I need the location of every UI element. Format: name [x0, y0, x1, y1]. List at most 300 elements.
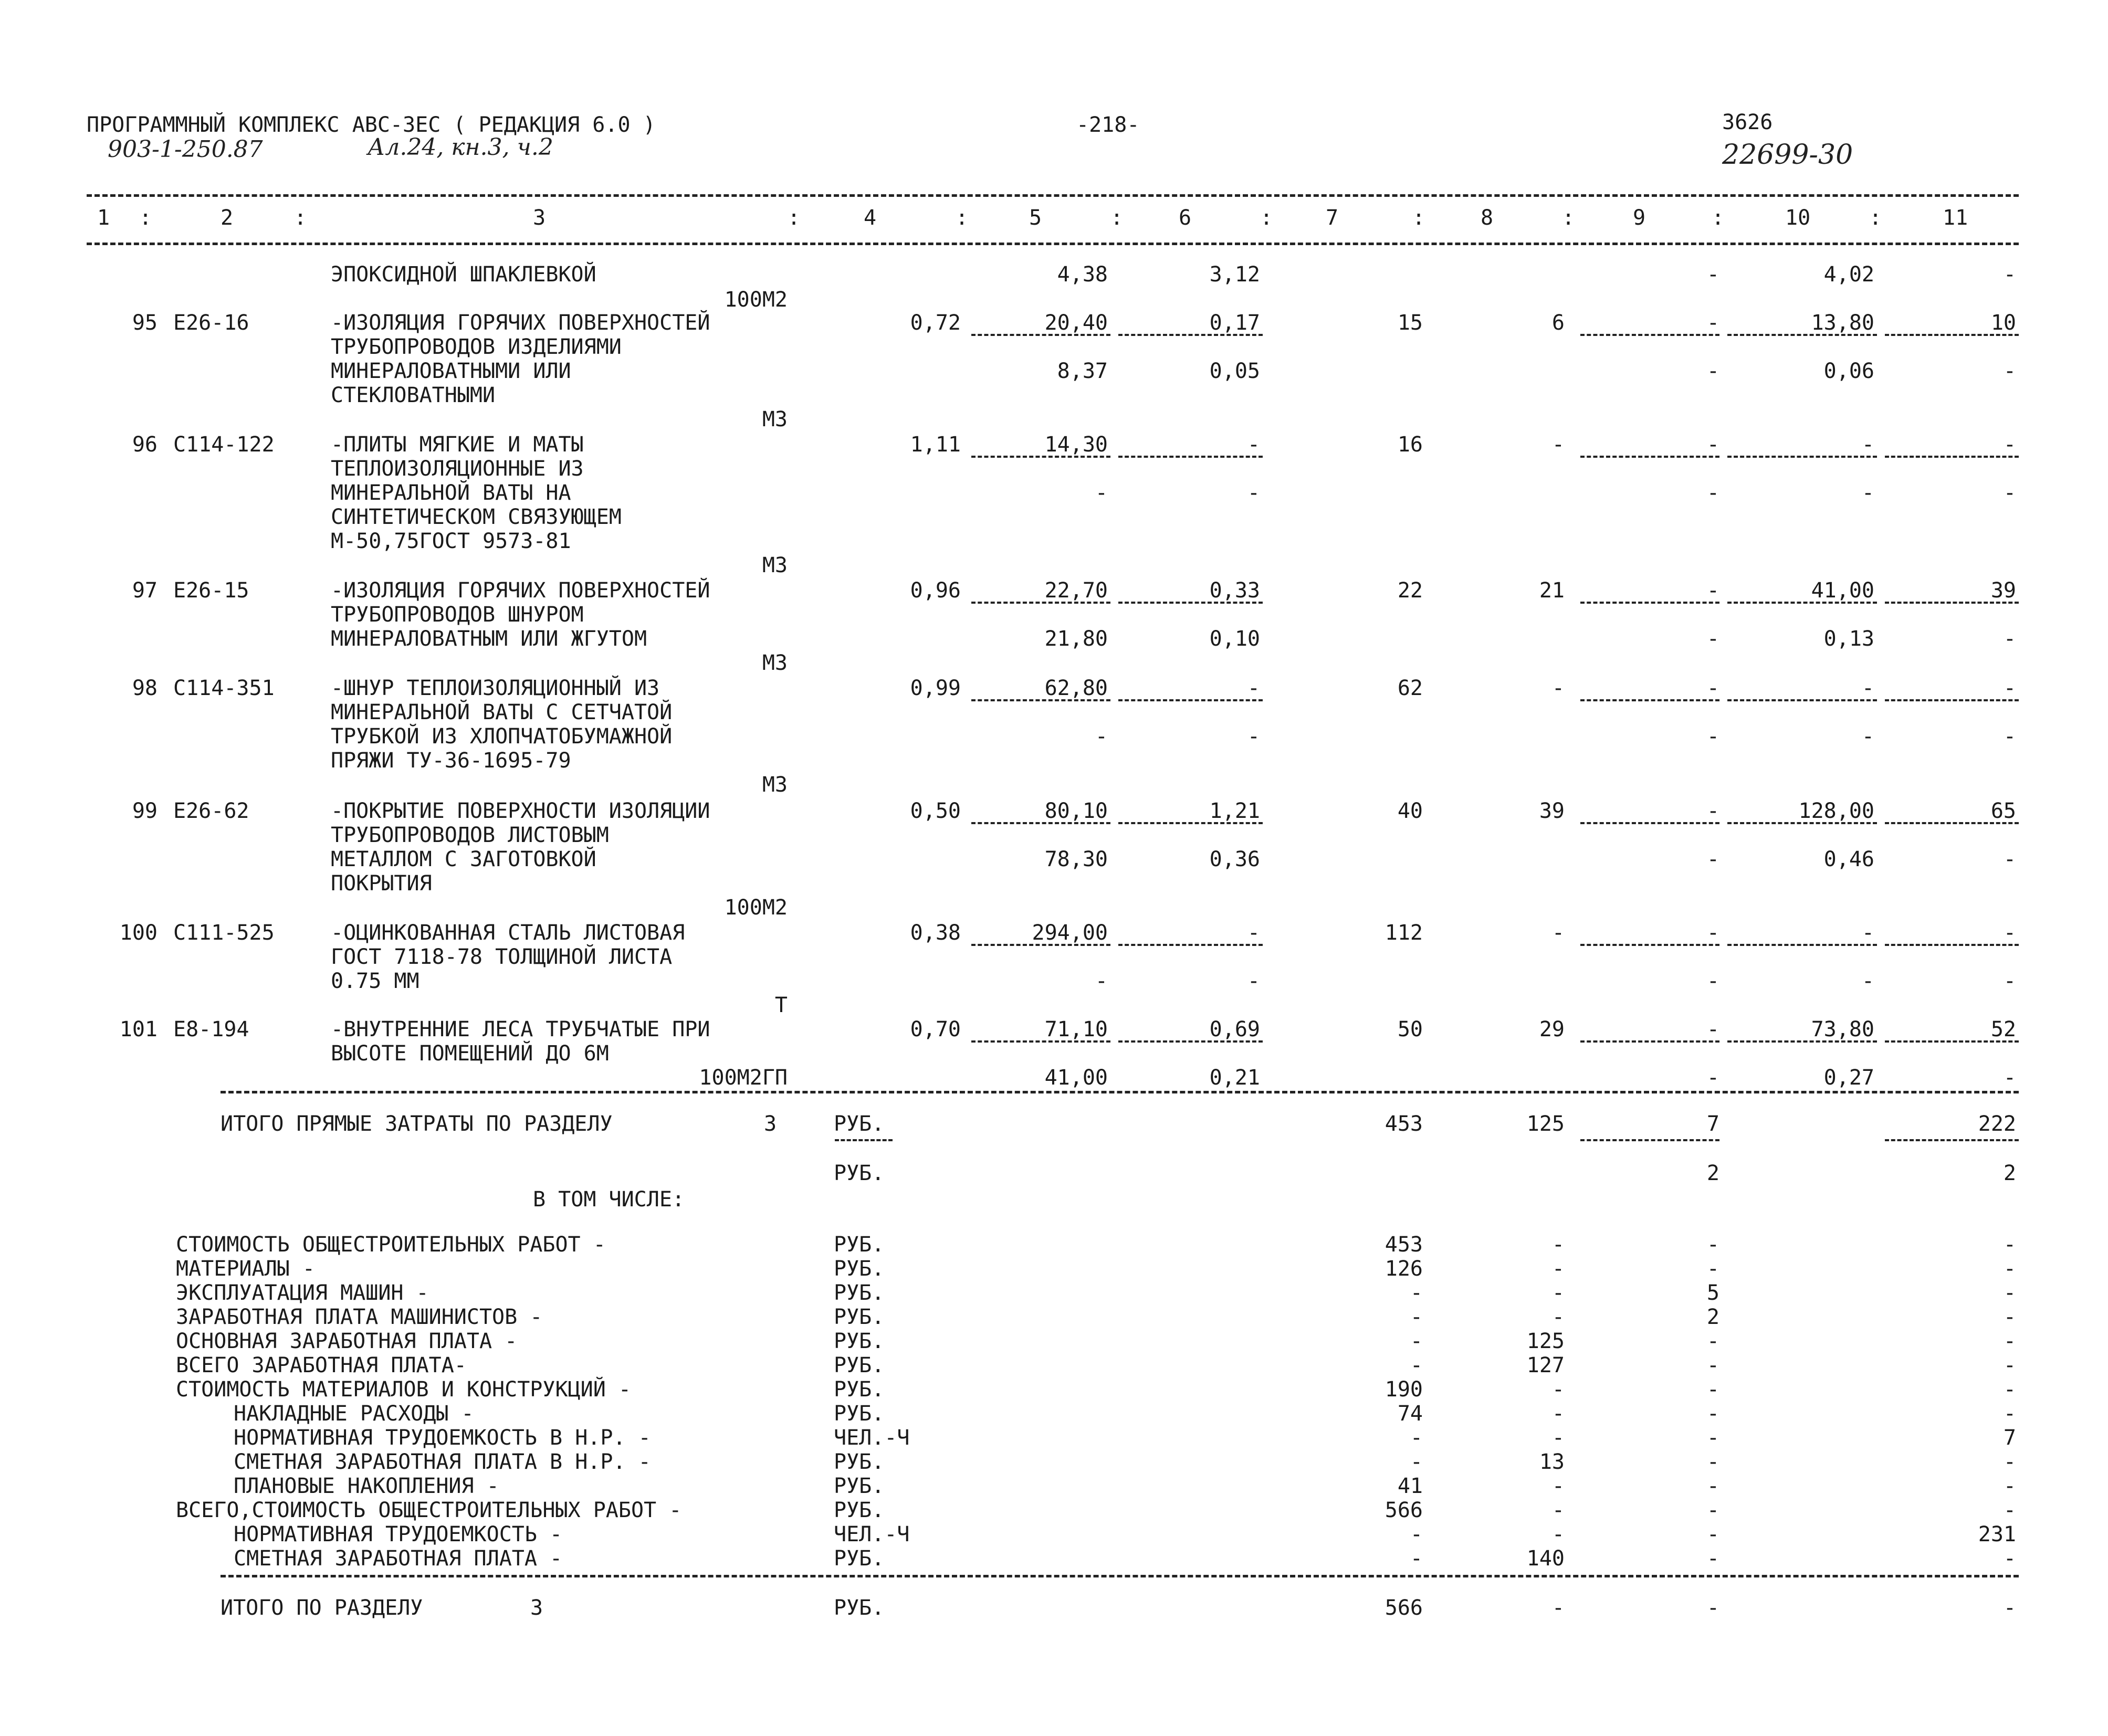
work-description: ТРУБКОЙ ИЗ ХЛОПЧАТОБУМАЖНОЙ — [331, 724, 673, 749]
cell-c6: 0,17 — [1209, 311, 1260, 335]
cell-c6: - — [1247, 969, 1260, 993]
column-header-8: 8 — [1481, 206, 1494, 230]
summary-c9: 2 — [1706, 1305, 1719, 1329]
cell-c8: - — [1551, 921, 1565, 945]
summary-c7: 566 — [1385, 1498, 1423, 1522]
summary-c11: - — [2003, 1305, 2016, 1329]
cell-c10: 0,27 — [1823, 1066, 1874, 1090]
section-total-section: 3 — [530, 1596, 543, 1620]
cell-c9: - — [1706, 578, 1719, 603]
cell-c6: 0,10 — [1209, 627, 1260, 651]
cell-c6: 0,69 — [1209, 1017, 1260, 1041]
work-description: ПОКРЫТИЯ — [331, 871, 432, 896]
cell-c6: 0,33 — [1209, 578, 1260, 603]
cell-divider-rule — [1885, 1040, 2019, 1043]
summary-unit: ЧЕЛ.-Ч — [834, 1426, 910, 1450]
cell-c9: - — [1706, 676, 1719, 700]
summary-label: НАКЛАДНЫЕ РАСХОДЫ - — [234, 1402, 474, 1426]
cell-c10: 13,80 — [1811, 311, 1874, 335]
ref-code: 3626 — [1722, 110, 1773, 134]
cell-c10: 0,13 — [1823, 627, 1874, 651]
work-description: МИНЕРАЛОВАТНЫМИ ИЛИ — [331, 359, 571, 383]
sheet-info: Ал.24, кн.3, ч.2 — [368, 134, 553, 161]
column-header-1: 1 — [97, 206, 110, 230]
subtotal-col9: 7 — [1706, 1112, 1719, 1136]
summary-c8: 13 — [1539, 1450, 1565, 1474]
work-description: ТРУБОПРОВОДОВ ЛИСТОВЫМ — [331, 823, 609, 847]
cell-c5: 78,30 — [1044, 847, 1108, 871]
cell-c6: 0,36 — [1209, 847, 1260, 871]
summary-c8: 127 — [1526, 1353, 1565, 1377]
cell-divider-rule — [1885, 944, 2019, 946]
archive-number: 22699-30 — [1722, 139, 1853, 171]
cell-c9: - — [1706, 481, 1719, 505]
cell-c9: - — [1706, 1017, 1719, 1041]
subtotal-col7: 453 — [1385, 1112, 1423, 1136]
cell-c7: 50 — [1397, 1017, 1423, 1041]
column-separator: : — [956, 206, 969, 230]
cell-divider-rule — [1118, 1040, 1263, 1043]
cell-c10: 0,46 — [1823, 847, 1874, 871]
cell-c10: - — [1861, 481, 1874, 505]
cell-c11: 39 — [1990, 578, 2016, 603]
work-description: -ВНУТРЕННИЕ ЛЕСА ТРУБЧАТЫЕ ПРИ — [331, 1017, 710, 1041]
cell-divider-rule — [1580, 456, 1719, 458]
column-header-5: 5 — [1029, 206, 1042, 230]
summary-c8: - — [1551, 1257, 1565, 1281]
cell-c9: - — [1706, 627, 1719, 651]
work-description: ТРУБОПРОВОДОВ ШНУРОМ — [331, 603, 584, 627]
summary-c7: 126 — [1385, 1257, 1423, 1281]
cell-c11: - — [2003, 847, 2016, 871]
unit-of-measure: М3 — [762, 651, 788, 675]
cell-c7: 112 — [1385, 921, 1423, 945]
cell-c1: 100 — [119, 921, 158, 945]
cell-divider-rule — [971, 944, 1110, 946]
cell-c5: - — [1095, 969, 1108, 993]
summary-c8: 140 — [1526, 1546, 1565, 1571]
cell-divider-rule — [971, 699, 1110, 701]
column-header-6: 6 — [1179, 206, 1192, 230]
cell-c5: 22,70 — [1044, 578, 1108, 603]
cell-divider-rule — [971, 456, 1110, 458]
cell-c2: Е26-16 — [173, 311, 249, 335]
summary-unit: РУБ. — [834, 1377, 885, 1402]
cell-c9: - — [1706, 262, 1719, 287]
cell-divider-rule — [1727, 944, 1877, 946]
summary-c11: - — [2003, 1353, 2016, 1377]
summary-c11: - — [2003, 1233, 2016, 1257]
cell-c11: - — [2003, 627, 2016, 651]
summary-label: ЭКСПЛУАТАЦИЯ МАШИН - — [176, 1281, 429, 1305]
summary-c8: - — [1551, 1402, 1565, 1426]
summary-unit: РУБ. — [834, 1305, 885, 1329]
summary-label: СМЕТНАЯ ЗАРАБОТНАЯ ПЛАТА В Н.Р. - — [234, 1450, 651, 1474]
summary-c7: - — [1410, 1305, 1423, 1329]
cell-c10: 128,00 — [1798, 799, 1874, 823]
header-rule-bottom — [87, 243, 2019, 245]
summary-unit: РУБ. — [834, 1257, 885, 1281]
cell-c1: 101 — [119, 1017, 158, 1041]
cell-c11: - — [2003, 676, 2016, 700]
cell-c4: 0,72 — [910, 311, 961, 335]
cell-c7: 62 — [1397, 676, 1423, 700]
summary-c11: - — [2003, 1377, 2016, 1402]
summary-c7: 41 — [1397, 1474, 1423, 1498]
cell-divider-rule — [971, 334, 1110, 336]
work-description: ГОСТ 7118-78 ТОЛЩИНОЙ ЛИСТА — [331, 945, 673, 969]
cell-c6: - — [1247, 433, 1260, 457]
summary-c9: - — [1706, 1402, 1719, 1426]
summary-unit: РУБ. — [834, 1402, 885, 1426]
summary-c9: - — [1706, 1426, 1719, 1450]
cell-c10: 0,06 — [1823, 359, 1874, 383]
cell-c6: - — [1247, 724, 1260, 749]
cell-divider-rule — [1727, 334, 1877, 336]
summary-c9: - — [1706, 1257, 1719, 1281]
subtotal-label: ИТОГО ПРЯМЫЕ ЗАТРАТЫ ПО РАЗДЕЛУ — [221, 1112, 613, 1136]
cell-divider-rule — [1580, 602, 1719, 604]
summary-c8: - — [1551, 1498, 1565, 1522]
cell-c4: 0,70 — [910, 1017, 961, 1041]
section-total-label: ИТОГО ПО РАЗДЕЛУ — [221, 1596, 423, 1620]
cell-divider-rule — [1727, 456, 1877, 458]
cell-divider-rule — [1885, 602, 2019, 604]
cell-c5: - — [1095, 724, 1108, 749]
summary-c8: - — [1551, 1305, 1565, 1329]
summary-c8: - — [1551, 1522, 1565, 1546]
column-separator: : — [1260, 206, 1273, 230]
summary-label: ВСЕГО ЗАРАБОТНАЯ ПЛАТА- — [176, 1353, 467, 1377]
summary-c9: - — [1706, 1546, 1719, 1571]
column-separator: : — [1110, 206, 1124, 230]
cell-c8: 29 — [1539, 1017, 1565, 1041]
subtotal-underline-unit — [835, 1139, 893, 1141]
summary-c11: - — [2003, 1546, 2016, 1571]
summary-c11: 7 — [2003, 1426, 2016, 1450]
cell-c6: 0,05 — [1209, 359, 1260, 383]
work-description: МЕТАЛЛОМ С ЗАГОТОВКОЙ — [331, 847, 596, 871]
cell-c10: - — [1861, 969, 1874, 993]
cell-divider-rule — [1118, 944, 1263, 946]
column-header-10: 10 — [1785, 206, 1811, 230]
work-description: -ПОКРЫТИЕ ПОВЕРХНОСТИ ИЗОЛЯЦИИ — [331, 799, 710, 823]
cell-c9: - — [1706, 433, 1719, 457]
cell-c5: 62,80 — [1044, 676, 1108, 700]
cell-divider-rule — [1727, 602, 1877, 604]
cell-c9: - — [1706, 969, 1719, 993]
cell-c5: 8,37 — [1057, 359, 1108, 383]
cell-c5: 71,10 — [1044, 1017, 1108, 1041]
work-description: ПРЯЖИ ТУ-36-1695-79 — [331, 749, 571, 773]
summary-label: ПЛАНОВЫЕ НАКОПЛЕНИЯ - — [234, 1474, 499, 1498]
cell-c6: 0,21 — [1209, 1066, 1260, 1090]
cell-divider-rule — [1727, 699, 1877, 701]
summary-c8: - — [1551, 1233, 1565, 1257]
cell-divider-rule — [1118, 456, 1263, 458]
summary-c9: - — [1706, 1329, 1719, 1353]
cell-c9: - — [1706, 359, 1719, 383]
work-description: СТЕКЛОВАТНЫМИ — [331, 383, 496, 407]
summary-c8: - — [1551, 1377, 1565, 1402]
cell-c5: - — [1095, 481, 1108, 505]
cell-divider-rule — [1580, 1040, 1719, 1043]
subtotal-underline-col11 — [1885, 1139, 2019, 1141]
cell-c2: Е26-15 — [173, 578, 249, 603]
unit-of-measure: М3 — [762, 553, 788, 577]
work-description: МИНЕРАЛЬНОЙ ВАТЫ С СЕТЧАТОЙ — [331, 700, 673, 724]
cell-c10: - — [1861, 433, 1874, 457]
cell-c5: 20,40 — [1044, 311, 1108, 335]
summary-unit: РУБ. — [834, 1233, 885, 1257]
subtotal-unit-2: РУБ. — [834, 1161, 885, 1185]
column-header-4: 4 — [864, 206, 877, 230]
summary-c9: - — [1706, 1522, 1719, 1546]
cell-c2: С111-525 — [173, 921, 275, 945]
summary-c7: 74 — [1397, 1402, 1423, 1426]
cell-c8: 6 — [1551, 311, 1565, 335]
summary-c11: - — [2003, 1498, 2016, 1522]
cell-divider-rule — [1118, 602, 1263, 604]
cell-c11: - — [2003, 969, 2016, 993]
summary-unit: РУБ. — [834, 1329, 885, 1353]
subtotal-section: 3 — [764, 1112, 777, 1136]
summary-label: СМЕТНАЯ ЗАРАБОТНАЯ ПЛАТА - — [234, 1546, 563, 1571]
subtotal-col8: 125 — [1526, 1112, 1565, 1136]
column-header-2: 2 — [221, 206, 234, 230]
cell-c11: - — [2003, 921, 2016, 945]
cell-c7: 40 — [1397, 799, 1423, 823]
cell-c11: 52 — [1990, 1017, 2016, 1041]
summary-label: ЗАРАБОТНАЯ ПЛАТА МАШИНИСТОВ - — [176, 1305, 543, 1329]
cell-c8: 21 — [1539, 578, 1565, 603]
work-description: ТРУБОПРОВОДОВ ИЗДЕЛИЯМИ — [331, 335, 622, 359]
doc-code: 903-1-250.87 — [108, 136, 263, 163]
cell-c7: 16 — [1397, 433, 1423, 457]
summary-unit: РУБ. — [834, 1281, 885, 1305]
subtotal-underline-col9 — [1580, 1139, 1719, 1141]
cell-c4: 0,99 — [910, 676, 961, 700]
summary-c8: - — [1551, 1474, 1565, 1498]
header-rule-top — [87, 194, 2019, 197]
summary-c8: - — [1551, 1281, 1565, 1305]
summary-c9: - — [1706, 1450, 1719, 1474]
column-header-11: 11 — [1943, 206, 1968, 230]
cell-c6: - — [1247, 481, 1260, 505]
work-description: -ШНУР ТЕПЛОИЗОЛЯЦИОННЫЙ ИЗ — [331, 676, 660, 700]
cell-c6: - — [1247, 921, 1260, 945]
cell-divider-rule — [1885, 456, 2019, 458]
cell-c10: 41,00 — [1811, 578, 1874, 603]
cell-divider-rule — [971, 602, 1110, 604]
cell-divider-rule — [1885, 822, 2019, 824]
work-description: МИНЕРАЛЬНОЙ ВАТЫ НА — [331, 481, 571, 505]
summary-c11: 231 — [1978, 1522, 2016, 1546]
summary-c11: - — [2003, 1474, 2016, 1498]
unit-of-measure: 100М2 — [724, 288, 788, 312]
summary-c7: - — [1410, 1281, 1423, 1305]
cell-c1: 99 — [132, 799, 158, 823]
section-total-col11: - — [2003, 1596, 2016, 1620]
cell-c11: - — [2003, 481, 2016, 505]
program-header: ПРОГРАММНЫЙ КОМПЛЕКС АВС-3ЕС ( РЕДАКЦИЯ 6.0 ) — [87, 113, 656, 137]
cell-c11: 65 — [1990, 799, 2016, 823]
cell-c5: 21,80 — [1044, 627, 1108, 651]
cell-c1: 96 — [132, 433, 158, 457]
cell-c1: 97 — [132, 578, 158, 603]
subtotal-col11: 222 — [1978, 1112, 2016, 1136]
summary-label: ОСНОВНАЯ ЗАРАБОТНАЯ ПЛАТА - — [176, 1329, 518, 1353]
cell-c11: 10 — [1990, 311, 2016, 335]
work-description: -ИЗОЛЯЦИЯ ГОРЯЧИХ ПОВЕРХНОСТЕЙ — [331, 578, 710, 603]
unit-of-measure: М3 — [762, 773, 788, 797]
column-separator: : — [139, 206, 152, 230]
cell-c4: 1,11 — [910, 433, 961, 457]
in-that-number-heading: В ТОМ ЧИСЛЕ: — [533, 1187, 685, 1212]
summary-unit: РУБ. — [834, 1474, 885, 1498]
cell-c2: Е8-194 — [173, 1017, 249, 1041]
summary-c7: - — [1410, 1426, 1423, 1450]
summary-c7: - — [1410, 1329, 1423, 1353]
cell-c5: 41,00 — [1044, 1066, 1108, 1090]
summary-c11: - — [2003, 1329, 2016, 1353]
summary-c9: - — [1706, 1233, 1719, 1257]
cell-divider-rule — [1118, 334, 1263, 336]
summary-c11: - — [2003, 1450, 2016, 1474]
page-number: -218- — [1076, 113, 1140, 137]
cell-c7: 22 — [1397, 578, 1423, 603]
summary-c11: - — [2003, 1402, 2016, 1426]
work-description: ТЕПЛОИЗОЛЯЦИОННЫЕ ИЗ — [331, 457, 584, 481]
summary-c11: - — [2003, 1257, 2016, 1281]
cell-c2: С114-351 — [173, 676, 275, 700]
work-description: СИНТЕТИЧЕСКОМ СВЯЗУЮЩЕМ — [331, 505, 622, 529]
unit-of-measure: 100М2ГП — [699, 1066, 788, 1090]
summary-label: МАТЕРИАЛЫ - — [176, 1257, 315, 1281]
cell-c2: С114-122 — [173, 433, 275, 457]
cell-c7: 15 — [1397, 311, 1423, 335]
summary-c9: - — [1706, 1377, 1719, 1402]
summary-c7: - — [1410, 1353, 1423, 1377]
cell-divider-rule — [1885, 699, 2019, 701]
cell-c5: 294,00 — [1032, 921, 1108, 945]
cell-divider-rule — [971, 1040, 1110, 1043]
cell-divider-rule — [971, 822, 1110, 824]
summary-c7: - — [1410, 1450, 1423, 1474]
summary-label: НОРМАТИВНАЯ ТРУДОЕМКОСТЬ В Н.Р. - — [234, 1426, 651, 1450]
column-header-9: 9 — [1633, 206, 1646, 230]
summary-c9: - — [1706, 1474, 1719, 1498]
cell-divider-rule — [1580, 944, 1719, 946]
cell-c11: - — [2003, 433, 2016, 457]
column-separator: : — [1869, 206, 1882, 230]
cell-c9: - — [1706, 311, 1719, 335]
cell-c9: - — [1706, 1066, 1719, 1090]
cell-c8: - — [1551, 433, 1565, 457]
cell-divider-rule — [1727, 822, 1877, 824]
cell-c5: 80,10 — [1044, 799, 1108, 823]
work-description: 0.75 ММ — [331, 969, 419, 993]
summary-c8: 125 — [1526, 1329, 1565, 1353]
summary-c9: - — [1706, 1353, 1719, 1377]
cell-c4: 0,96 — [910, 578, 961, 603]
column-separator: : — [1712, 206, 1725, 230]
unit-of-measure: Т — [774, 993, 788, 1017]
summary-unit: РУБ. — [834, 1353, 885, 1377]
unit-of-measure: 100М2 — [724, 896, 788, 920]
work-description: МИНЕРАЛОВАТНЫМ ИЛИ ЖГУТОМ — [331, 627, 647, 651]
cell-c6: - — [1247, 676, 1260, 700]
cell-divider-rule — [1580, 822, 1719, 824]
cell-c5: 14,30 — [1044, 433, 1108, 457]
work-description: -ПЛИТЫ МЯГКИЕ И МАТЫ — [331, 433, 584, 457]
summary-c9: 5 — [1706, 1281, 1719, 1305]
column-separator: : — [1562, 206, 1575, 230]
cell-divider-rule — [1580, 699, 1719, 701]
cell-c6: 3,12 — [1209, 262, 1260, 287]
section-total-rule — [221, 1575, 2019, 1577]
cell-c6: 1,21 — [1209, 799, 1260, 823]
summary-c9: - — [1706, 1498, 1719, 1522]
summary-c8: - — [1551, 1426, 1565, 1450]
column-header-3: 3 — [533, 206, 546, 230]
cell-c11: - — [2003, 1066, 2016, 1090]
summary-label: СТОИМОСТЬ ОБЩЕСТРОИТЕЛЬНЫХ РАБОТ - — [176, 1233, 606, 1257]
cell-c11: - — [2003, 724, 2016, 749]
cell-c9: - — [1706, 724, 1719, 749]
subtotal-col9-line2: 2 — [1706, 1161, 1719, 1185]
summary-c7: - — [1410, 1522, 1423, 1546]
cell-c9: - — [1706, 799, 1719, 823]
cell-c10: 73,80 — [1811, 1017, 1874, 1041]
cell-c5: 4,38 — [1057, 262, 1108, 287]
column-separator: : — [788, 206, 801, 230]
section-total-col8: - — [1551, 1596, 1565, 1620]
summary-c7: - — [1410, 1546, 1423, 1571]
work-description: ЭПОКСИДНОЙ ШПАКЛЕВКОЙ — [331, 262, 596, 287]
work-description: -ОЦИНКОВАННАЯ СТАЛЬ ЛИСТОВАЯ — [331, 921, 685, 945]
cell-c10: - — [1861, 676, 1874, 700]
subtotal-col11-line2: 2 — [2003, 1161, 2016, 1185]
section-total-col7: 566 — [1385, 1596, 1423, 1620]
cell-c8: - — [1551, 676, 1565, 700]
cell-c4: 0,38 — [910, 921, 961, 945]
cell-c11: - — [2003, 359, 2016, 383]
cell-divider-rule — [1580, 334, 1719, 336]
section-total-col9: - — [1706, 1596, 1719, 1620]
cell-c11: - — [2003, 262, 2016, 287]
cell-c10: - — [1861, 921, 1874, 945]
summary-label: НОРМАТИВНАЯ ТРУДОЕМКОСТЬ - — [234, 1522, 563, 1546]
summary-c7: 453 — [1385, 1233, 1423, 1257]
cell-c1: 95 — [132, 311, 158, 335]
section-total-unit: РУБ. — [834, 1596, 885, 1620]
summary-unit: ЧЕЛ.-Ч — [834, 1522, 910, 1546]
cell-divider-rule — [1118, 699, 1263, 701]
cell-divider-rule — [1885, 334, 2019, 336]
summary-unit: РУБ. — [834, 1498, 885, 1522]
work-description: -ИЗОЛЯЦИЯ ГОРЯЧИХ ПОВЕРХНОСТЕЙ — [331, 311, 710, 335]
work-description: М-50,75ГОСТ 9573-81 — [331, 529, 571, 553]
cell-divider-rule — [1727, 1040, 1877, 1043]
cell-c4: 0,50 — [910, 799, 961, 823]
cell-c1: 98 — [132, 676, 158, 700]
summary-unit: РУБ. — [834, 1546, 885, 1571]
cell-divider-rule — [1118, 822, 1263, 824]
summary-unit: РУБ. — [834, 1450, 885, 1474]
cell-c8: 39 — [1539, 799, 1565, 823]
column-header-7: 7 — [1326, 206, 1339, 230]
